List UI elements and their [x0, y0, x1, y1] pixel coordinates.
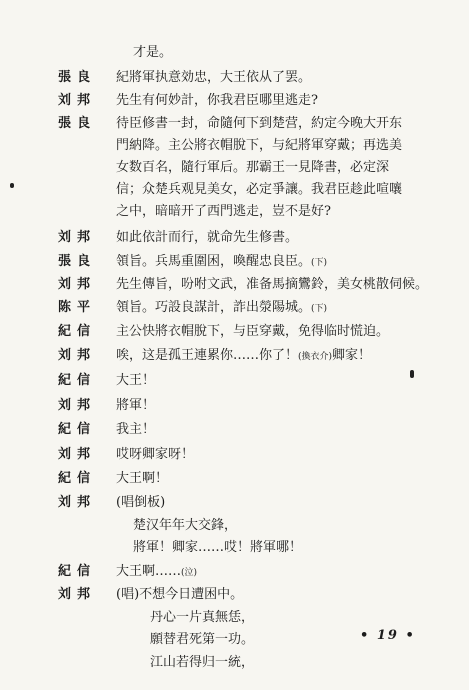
dialogue-main: 丹心一片真無恁，: [150, 610, 255, 625]
dialogue-text: [116, 445, 194, 465]
dialogue-main: (唱)不想今日遭困中。: [116, 587, 244, 602]
script-line: [0, 420, 469, 440]
dialogue-text: [116, 585, 243, 605]
script-line: [0, 346, 469, 366]
dialogue-text: [116, 346, 371, 367]
dialogue-text: [116, 228, 298, 248]
dialogue-text: [116, 136, 402, 156]
speaker-name: 刘邦: [58, 447, 97, 462]
dialogue-main: 將軍！卿家……哎！將軍哪！: [133, 540, 303, 555]
stage-direction: (下): [311, 304, 328, 314]
speaker-name: 刘邦: [58, 93, 97, 108]
dialogue-main: 待臣修書一封，命隨何下到楚营，約定今晚大开东: [116, 116, 403, 131]
dialogue-main: 先生傳旨，吩咐文武，准备馬摘鸞鈴，美女桃散伺候。: [116, 277, 429, 292]
dialogue-text: [116, 68, 311, 88]
speaker-name: 紀信: [58, 564, 97, 579]
speaker-name: 張良: [58, 116, 97, 131]
script-line: [0, 202, 469, 222]
dialogue-text: [150, 653, 254, 673]
dialogue-main: 哎呀卿家呀！: [116, 447, 195, 462]
dialogue-text: [116, 420, 155, 440]
dialogue-main: 大王啊！: [116, 471, 169, 486]
dialogue-main: 大王啊……: [116, 564, 182, 579]
script-line: [0, 371, 469, 391]
script-line: [0, 396, 469, 416]
script-line: [0, 114, 469, 134]
dialogue-main: 大王！: [116, 373, 156, 388]
script-line: [0, 445, 469, 465]
dialogue-main: 我主！: [116, 422, 156, 437]
dialogue-text: [116, 114, 402, 134]
script-line: [0, 91, 469, 111]
dialogue-tail: 卿家！: [332, 348, 372, 363]
dialogue-main: 如此依計而行，就命先生修書。: [116, 230, 299, 245]
dialogue-text: [116, 252, 327, 273]
script-line: [0, 562, 469, 582]
dialogue-main: 領旨。兵馬重圍困，喚醒忠良臣。: [116, 254, 312, 269]
script-line: [0, 516, 469, 536]
script-line: [0, 298, 469, 318]
dialogue-text: [133, 43, 172, 63]
script-line: [0, 136, 469, 156]
dialogue-main: 信；众楚兵观見美女，必定爭讓。我君臣趁此喧嚷: [116, 182, 403, 197]
dialogue-main: 楚汉年年大交鋒，: [133, 518, 238, 533]
dialogue-main: 願替君死第一功。: [150, 632, 255, 647]
dialogue-text: [116, 298, 327, 319]
speaker-name: 刘邦: [58, 398, 97, 413]
dialogue-main: 將軍！: [116, 398, 156, 413]
script-line: [0, 252, 469, 272]
dialogue-text: [150, 608, 254, 628]
script-line: [0, 608, 469, 628]
dialogue-main: 唉，这是孤王連累你……你了！: [116, 348, 299, 363]
speaker-name: 紀信: [58, 373, 97, 388]
script-line: [0, 585, 469, 605]
script-line: [0, 538, 469, 558]
speaker-name: 刘邦: [58, 587, 97, 602]
script-line: [0, 43, 469, 63]
dialogue-text: [116, 275, 428, 295]
dialogue-text: [150, 630, 254, 650]
script-line: [0, 653, 469, 673]
speaker-name: 刘邦: [58, 277, 97, 292]
speaker-name: 張良: [58, 254, 97, 269]
dialogue-main: 先生有何妙計，你我君臣哪里逃走?: [116, 93, 318, 108]
script-line: [0, 180, 469, 200]
speaker-name: 刘邦: [58, 230, 97, 245]
dialogue-text: [116, 180, 402, 200]
script-line: [0, 469, 469, 489]
dialogue-text: [133, 538, 302, 558]
ink-mark-right: [410, 370, 414, 378]
stage-direction: (泣): [181, 568, 198, 578]
stage-direction: (換衣介): [298, 352, 333, 362]
speaker-name: 刘邦: [58, 348, 97, 363]
dialogue-text: [116, 158, 389, 178]
speaker-name: 刘邦: [58, 495, 97, 510]
dialogue-text: [116, 469, 168, 489]
script-line: [0, 158, 469, 178]
dialogue-main: 領旨。巧設良謀計，詐出滎陽城。: [116, 300, 312, 315]
dialogue-text: [133, 516, 237, 536]
dialogue-main: 才是。: [133, 45, 173, 60]
page-number: • 19 •: [360, 628, 416, 643]
speaker-name: 紀信: [58, 422, 97, 437]
speaker-name: 紀信: [58, 324, 97, 339]
speaker-name: 張良: [58, 70, 97, 85]
ink-mark-left: [10, 183, 14, 188]
script-line: [0, 493, 469, 513]
dialogue-main: 紀將軍执意効忠，大王依从了罢。: [116, 70, 312, 85]
script-line: [0, 322, 469, 342]
dialogue-main: 江山若得归一統，: [150, 655, 255, 670]
dialogue-text: [116, 493, 165, 513]
dialogue-text: [116, 91, 318, 111]
speaker-name: 陈平: [58, 300, 97, 315]
dialogue-main: 門納降。主公將衣帽脫下，与紀將軍穿戴；再选美: [116, 138, 403, 153]
dialogue-text: [116, 322, 389, 342]
speaker-name: 紀信: [58, 471, 97, 486]
script-line: [0, 68, 469, 88]
dialogue-text: [116, 396, 155, 416]
dialogue-text: [116, 562, 197, 583]
dialogue-text: [116, 371, 155, 391]
dialogue-main: (唱倒板): [116, 495, 166, 510]
script-line: [0, 275, 469, 295]
script-line: [0, 228, 469, 248]
dialogue-main: 女数百名，隨行軍后。那霸王一見降書，必定深: [116, 160, 390, 175]
dialogue-text: [116, 202, 331, 222]
stage-direction: (下): [311, 258, 328, 268]
dialogue-main: 主公快將衣帽脫下，与臣穿戴，免得临时慌迫。: [116, 324, 390, 339]
dialogue-main: 之中，暗暗开了西門逃走，豈不是好?: [116, 204, 331, 219]
